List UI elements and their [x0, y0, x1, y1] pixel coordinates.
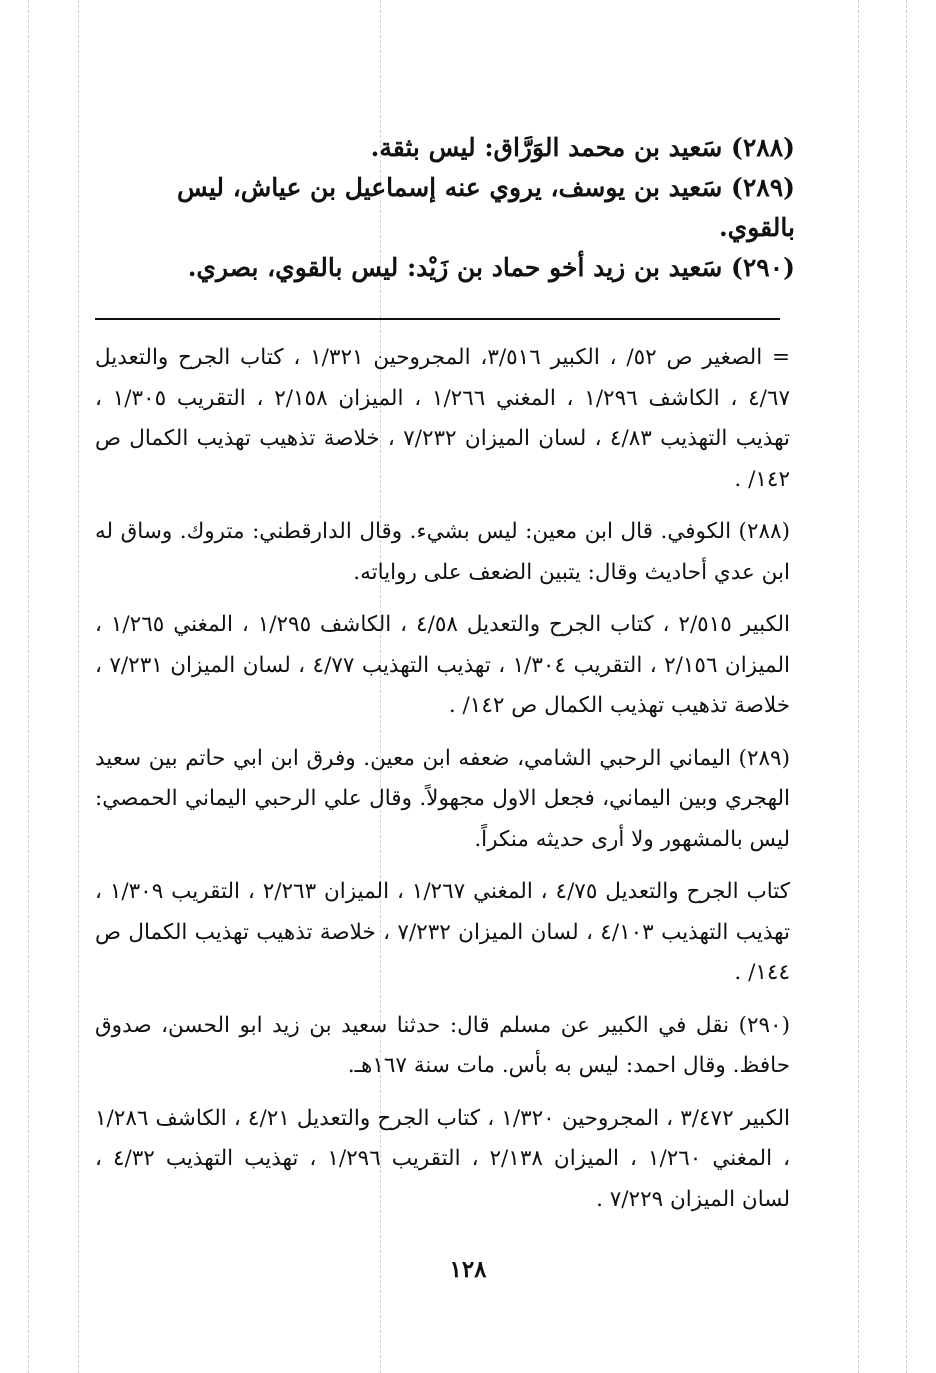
entry-289: (٢٨٩) سَعيد بن يوسف، يروي عنه إسماعيل بن عياش، ليس بالقوي.	[176, 173, 795, 242]
footnotes	[95, 338, 790, 1232]
entry-290: (٢٩٠) سَعيد بن زيد أخو حماد بن زَيْد: ليس بالقوي، بصري.	[187, 253, 795, 282]
footnote-288-sources: الكبير ٢/٥١٥ ، كتاب الجرح والتعديل ٤/٥٨ ، الكاشف ١/٢٩٥ ، المغني ١/٢٦٥ ، الميزان ٢/١٥٦ ، التقريب ١/٣٠٤ ، تهذيب التهذيب ٤/٧٧ ، لسان الميزان ٧/٢٣١ ، خلاصة تذهيب تهذيب الكمال ص ١٤٢/ .	[95, 612, 790, 718]
footnote-289-sources: كتاب الجرح والتعديل ٤/٧٥ ، المغني ١/٢٦٧ ، الميزان ٢/٢٦٣ ، التقريب ١/٣٠٩ ، تهذيب التهذيب ٤/١٠٣ ، لسان الميزان ٧/٢٣٢ ، خلاصة تذهيب تهذيب الكمال ص ١٤٤/ .	[95, 879, 791, 985]
page-number: ١٢٨	[449, 1256, 487, 1283]
footnote-separator	[95, 318, 780, 320]
main-entries	[95, 128, 795, 288]
scan-guide-line	[858, 0, 859, 1373]
scan-guide-line	[906, 0, 907, 1373]
footnote-290: (٢٩٠) نقل في الكبير عن مسلم قال: حدثنا سعيد بن زيد ابو الحسن، صدوق حافظ. وقال احمد: ليس به بأس. مات سنة ١٦٧هـ.	[95, 1012, 790, 1078]
footnote-290-sources: الكبير ٣/٤٧٢ ، المجروحين ١/٣٢٠ ، كتاب الجرح والتعديل ٤/٢١ ، الكاشف ١/٢٨٦ ، المغني ١/٢٦٠ ، الميزان ٢/١٣٨ ، التقريب ١/٢٩٦ ، تهذيب التهذيب ٤/٣٢ ، لسان الميزان ٧/٢٢٩ .	[95, 1105, 791, 1212]
footnote-289: (٢٨٩) اليماني الرحبي الشامي، ضعفه ابن معين. وفرق ابن ابي حاتم بين سعيد الهجري وبين اليماني، فجعل الاول مجهولاً. وقال علي الرحبي اليماني الحمصي: ليس بالمشهور ولا أرى حديثه منكراً.	[95, 745, 790, 852]
scan-guide-line	[78, 0, 79, 1373]
footnote-288: (٢٨٨) الكوفي. قال ابن معين: ليس بشيء. وقال الدارقطني: متروك. وساق له ابن عدي أحاديث وقال: يتبين الضعف على رواياته.	[95, 519, 790, 585]
footnote-continued: = الصغير ص ٥٢/ ، الكبير ٣/٥١٦، المجروحين ١/٣٢١ ، كتاب الجرح والتعديل ٤/٦٧ ، الكاشف ١/٢٩٦ ، المغني ١/٢٦٦ ، الميزان ٢/١٥٨ ، التقريب ١/٣٠٥ ، تهذيب التهذيب ٤/٨٣ ، لسان الميزان ٧/٢٣٢ ، خلاصة تذهيب تهذيب الكمال ص ١٤٢/ .	[95, 345, 791, 492]
entry-288: (٢٨٨) سَعيد بن محمد الوَرَّاق: ليس بثقة.	[370, 133, 795, 162]
scan-guide-line	[28, 0, 29, 1373]
